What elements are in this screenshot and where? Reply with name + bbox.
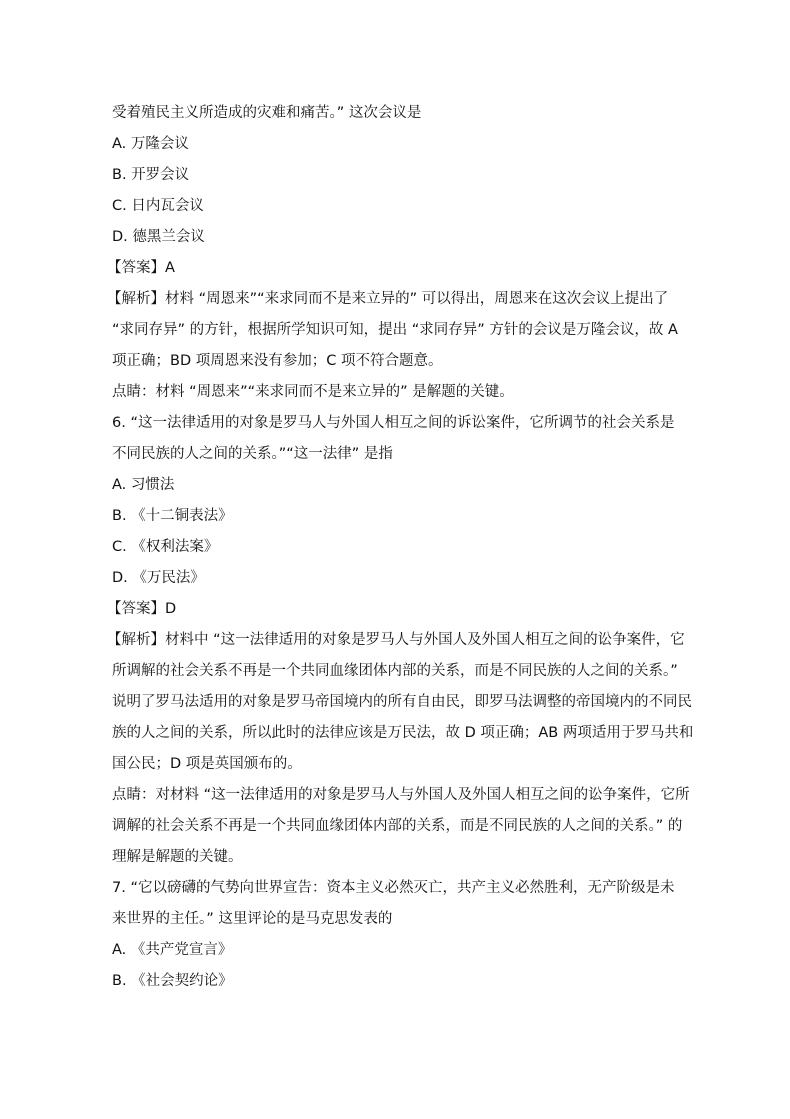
text-line: 点睛：材料 “周恩来”“来求同而不是来立异的” 是解题的关键。: [112, 384, 514, 400]
text-line: 【答案】A: [107, 260, 175, 276]
text-line: 所调解的社会关系不再是一个共同血缘团体内部的关系，而是不同民族的人之间的关系。”: [112, 663, 678, 679]
text-line: 说明了罗马法适用的对象是罗马帝国境内的所有自由民，即罗马法调整的帝国境内的不同民: [112, 694, 692, 710]
text-line: D. 德黑兰会议: [112, 229, 205, 245]
text-line: A. 习惯法: [112, 477, 175, 493]
text-line: D. 《万民法》: [112, 570, 205, 586]
text-line: B. 开罗会议: [112, 167, 190, 183]
text-line: A. 万隆会议: [112, 136, 189, 152]
text-line: 【解析】材料中 “这一法律适用的对象是罗马人与外国人及外国人相互之间的讼争案件，它: [107, 632, 685, 648]
text-line: 调解的社会关系不再是一个共同血缘团体内部的关系，而是不同民族的人之间的关系。” 的: [112, 818, 683, 834]
text-line: B. 《社会契约论》: [112, 973, 233, 989]
text-line: 理解是解题的关键。: [112, 849, 243, 865]
text-line: 6. “这一法律适用的对象是罗马人与外国人相互之间的诉讼案件，它所调节的社会关系是: [112, 415, 675, 431]
text-line: 族的人之间的关系，所以此时的法律应该是万民法，故 D 项正确；AB 两项适用于罗马共和: [112, 725, 694, 741]
text-line: 不同民族的人之间的关系。”“这一法律” 是指: [112, 446, 393, 462]
text-line: “求同存异” 的方针，根据所学知识可知，提出 “求同存异” 方针的会议是万隆会议，故 A: [112, 322, 678, 338]
document-page: [107, 102, 694, 1001]
text-line: C. 《权利法案》: [112, 539, 219, 555]
text-line: 来世界的主任。” 这里评论的是马克思发表的: [112, 911, 393, 927]
text-line: B. 《十二铜表法》: [112, 508, 233, 524]
text-line: A. 《共产党宣言》: [112, 942, 233, 958]
text-line: 【解析】材料 “周恩来”“来求同而不是来立异的” 可以得出，周恩来在这次会议上提出了: [107, 291, 669, 307]
text-line: C. 日内瓦会议: [112, 198, 204, 214]
text-line: 7. “它以磅礴的气势向世界宣告：资本主义必然灭亡，共产主义必然胜利，无产阶级是未: [112, 880, 675, 896]
text-line: 受着殖民主义所造成的灾难和痛苦。” 这次会议是: [112, 105, 422, 121]
text-line: 【答案】D: [107, 601, 177, 617]
text-line: 点睛：对材料 “这一法律适用的对象是罗马人与外国人及外国人相互之间的讼争案件，它所: [112, 787, 690, 803]
text-line: 国公民；D 项是英国颁布的。: [112, 756, 302, 772]
text-line: 项正确；BD 项周恩来没有参加；C 项不符合题意。: [112, 353, 443, 369]
